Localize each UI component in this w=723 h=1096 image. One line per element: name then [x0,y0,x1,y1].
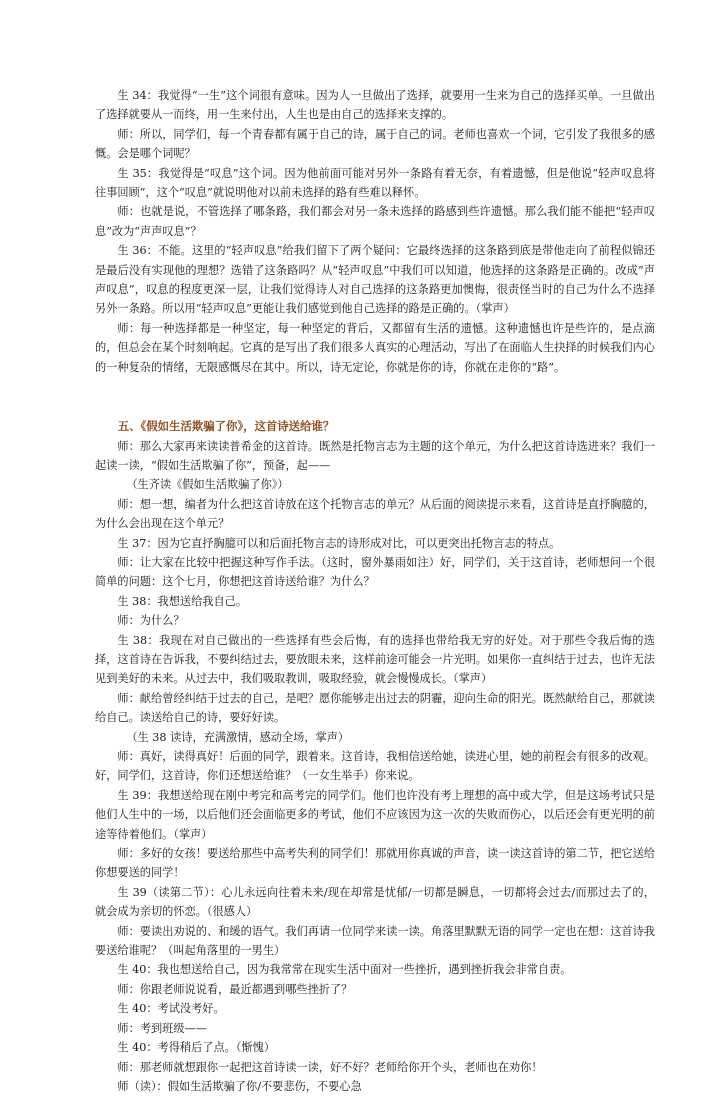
paragraph: 师：献给曾经纠结于过去的自己，是吧？愿你能够走出过去的阴霾，迎向生命的阳光。既然献给自己，那就读给自己。读送给自己的诗，要好好读。 [95,691,655,725]
paragraph: 生 39（读第二节）：心儿永远向往着未来/现在却常是忧郁/一切都是瞬息，一切都将会过去/而那过去了的，就会成为亲切的怀恋。（很感人） [95,885,655,919]
document-body [95,86,655,1096]
paragraph: 师：想一想，编者为什么把这首诗放在这个托物言志的单元？从后面的阅读提示来看，这首诗是直抒胸臆的，为什么会出现在这个单元？ [95,497,655,531]
paragraph: 生 40：考得稍后了点。（惭愧） [117,1041,276,1055]
paragraph: 师：多好的女孩！要送给那些中高考失利的同学们！那就用你真诚的声音，读一读这首诗的第二节，把它送给你想要送的同学！ [95,847,655,880]
paragraph: 师：那么大家再来读读普希金的这首诗。既然是托物言志为主题的这个单元，为什么把这首诗选进来？我们一起读一读，“假如生活欺骗了你”，预备，起—— [95,439,655,472]
paragraph: 师：每一种选择都是一种坚定，每一种坚定的背后，又都留有生活的遗憾。这种遗憾也许是些许的，是点滴的，但总会在某个时刻响起。它真的是写出了我们很多人真实的心理活动，写出了在面临人生抉择的时候我们内心的一种复杂的情绪，无限感慨尽在其中。所以，诗无定论，你就是你的诗，你就在走你的“路”。 [95,321,655,374]
paragraph: 生 35：我觉得是“叹息”这个词。因为他前面可能对另外一条路有着无奈，有着遗憾，但是他说“轻声叹息将往事回顾”，这个“叹息”就说明他对以前未选择的路有些难以释怀。 [95,166,655,200]
paragraph: 生 36：不能。这里的“轻声叹息”给我们留下了两个疑问：它最终选择的这条路到底是带他走向了前程似锦还是最后没有实现他的理想？选错了这条路吗？从“轻声叹息”中我们可以知道，他选择的这条路是正确的。改成“声声叹息”，叹息的程度更深一层，让我们觉得诗人对自己选择的这条路更加懊悔，很责怪当时的自己为什么不选择另外一条路。所以用“轻声叹息”更能让我们感觉到他自己选择的路是正确的。（掌声） [95,244,655,316]
paragraph: 师：所以，同学们，每一个青春都有属于自己的诗，属于自己的词。老师也喜欢一个词，它引发了我很多的感慨。会是哪个词呢？ [95,127,655,161]
section-heading: 五、《假如生活欺骗了你》，这首诗送给谁？ [117,419,335,434]
paragraph: 生 38：我现在对自己做出的一些选择有些会后悔，有的选择也带给我无穷的好处。对于那些令我后悔的选择，这首诗在告诉我，不要纠结过去，要放眼未来，这样前途可能会一片光明。如果你一直纠结于过去，也许无法见到美好的未来。从过去中，我们吸取教训，吸取经验，就会慢慢成长。（掌声） [95,633,655,686]
paragraph: 师：考到班级—— [117,1021,207,1035]
paragraph: 生 39：我想送给现在刚中考完和高考完的同学们。他们也许没有考上理想的高中或大学，但是这场考试只是他们人生中的一场，以后他们还会面临更多的考试，他们不应该因为这一次的失败而伤心，以后还会有更光明的前途等待着他们。（掌声） [95,788,655,841]
paragraph: 生 40：我也想送给自己，因为我常常在现实生活中面对一些挫折，遇到挫折我会非常自责。 [117,963,572,977]
stage-direction: （生 38 读诗，充满激情，感动全场，掌声） [126,730,350,744]
paragraph: 师：你跟老师说说看，最近都遇到哪些挫折了？ [117,982,353,996]
paragraph: 生 34：我觉得“一生”这个词很有意味。因为人一旦做出了选择，就要用一生来为自己的选择买单。一旦做出了选择就要从一而终，用一生来付出，人生也是由自己的选择来支撑的。 [95,89,655,122]
paragraph: 师：要读出劝说的、和缓的语气。我们再请一位同学来读一读。角落里默默无语的同学一定也在想：这首诗我要送给谁呢？（叫起角落里的一男生） [95,924,655,958]
paragraph: 师（读）：假如生活欺骗了你/不要悲伤，不要心急 [117,1079,362,1093]
paragraph: 生 40：考试没考好。 [117,1002,225,1016]
paragraph: 师：让大家在比较中把握这种写作手法。（这时，窗外暴雨如注）好，同学们，关于这首诗，老师想问一个很简单的问题：这个七月，你想把这首诗送给谁？为什么？ [95,555,655,589]
paragraph: 生 38：我想送给我自己。 [117,594,248,608]
paragraph: 师：也就是说，不管选择了哪条路，我们都会对另一条未选择的路感到些许遗憾。那么我们能不能把“轻声叹息”改为“声声叹息”？ [95,205,655,238]
section-spacer [95,377,655,417]
paragraph: 生 37：因为它直抒胸臆可以和后面托物言志的诗形成对比，可以更突出托物言志的特点。 [117,536,561,550]
paragraph: 师：为什么？ [117,614,185,628]
paragraph: 师：真好，读得真好！后面的同学，跟着来。这首诗，我相信送给她，读进心里，她的前程会有很多的改观。好，同学们，这首诗，你们还想送给谁？（一女生举手）你来说。 [95,750,655,783]
paragraph: 师：那老师就想跟你一起把这首诗读一读，好不好？老师给你开个头，老师也在劝你！ [117,1060,543,1074]
stage-direction: （生齐读《假如生活欺骗了你》） [126,478,289,492]
